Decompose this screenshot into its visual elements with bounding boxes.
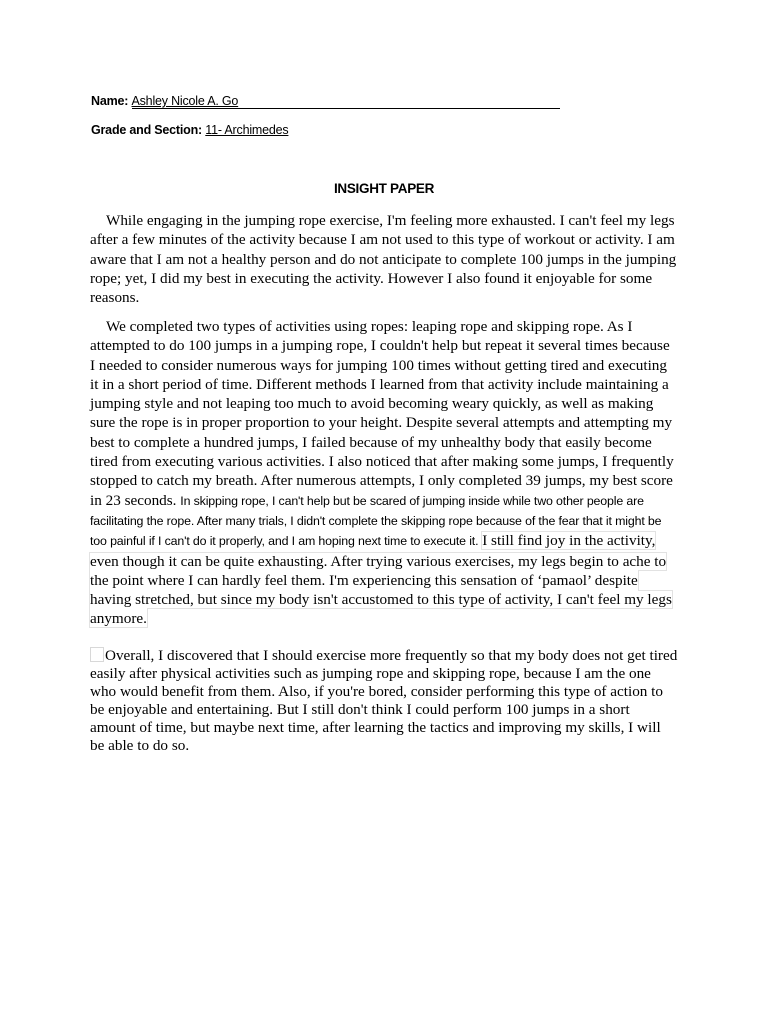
- paragraph-3: [90, 647, 678, 755]
- name-line: [91, 94, 560, 109]
- paragraph-2-text-b: I still find joy in the activity, even though it can be quite exhausting. After trying various exercises, my legs begin to ache to the point where I can hardly feel them. I'm experiencing this sensation of ‘pamaol’ despite having stretched, but since my body isn't accustomed to this type of activity, I can't feel my legs anymore.: [90, 532, 672, 628]
- paragraph-1-text: While engaging in the jumping rope exercise, I'm feeling more exhausted. I can't feel my legs after a few minutes of the activity because I am not used to this type of workout or activity. I am aware that I am not a healthy person and do not anticipate to complete 100 jumps in the jumping rope; yet, I did my best in executing the activity. However I also found it enjoyable for some reasons.: [90, 212, 677, 307]
- name-underline-field: [132, 94, 560, 109]
- paragraph-2-text-a: We completed two types of activities using ropes: leaping rope and skipping rope. As I attempted to do 100 jumps in a jumping rope, I couldn't help but repeat it several times because I needed to consider numerous ways for jumping 100 times without getting tired and executing it in a short period of time. Different methods I learned from that activity include maintaining a jumping style and not leaping too much to avoid becoming weary quickly, as well as making sure the rope is in proper proportion to your height. Despite several attempts and attempting my best to complete a hundred jumps, I failed because of my unhealthy body that easily become tired from executing various activities. I also noticed that after making some jumps, I frequently stopped to catch my breath. After numerous attempts, I only completed 39 jumps, my best score in 23 seconds.: [90, 318, 674, 509]
- name-value: Ashley Nicole A. Go: [131, 94, 239, 108]
- name-label: Name:: [91, 94, 129, 108]
- grade-section-line: [91, 123, 288, 137]
- paragraph-1: [90, 211, 678, 307]
- paragraph-2: [90, 317, 678, 629]
- grade-section-label: Grade and Section:: [91, 123, 203, 137]
- paragraph-3-text: Overall, I discovered that I should exercise more frequently so that my body does not get tired easily after physical activities such as jumping rope and skipping rope, because I am the one who would benefit from them. Also, if you're bored, consider performing this type of action to be enjoyable and entertaining. But I still don't think I could perform 100 jumps in a short amount of time, but maybe next time, after learning the tactics and improving my skills, I will be able to do so.: [90, 647, 678, 754]
- paper-title: INSIGHT PAPER: [333, 181, 435, 196]
- paragraph-mark-box: [90, 647, 104, 662]
- paragraph-2-text-sans: In skipping rope, I can't help but be scared of jumping inside while two other people are facilitating the rope. After many trials, I didn't complete the skipping rope because of the fear that it might be too painful if I can't do it properly, and I am hoping next time to execute it.: [90, 493, 662, 549]
- grade-section-value: 11- Archimedes: [205, 123, 289, 137]
